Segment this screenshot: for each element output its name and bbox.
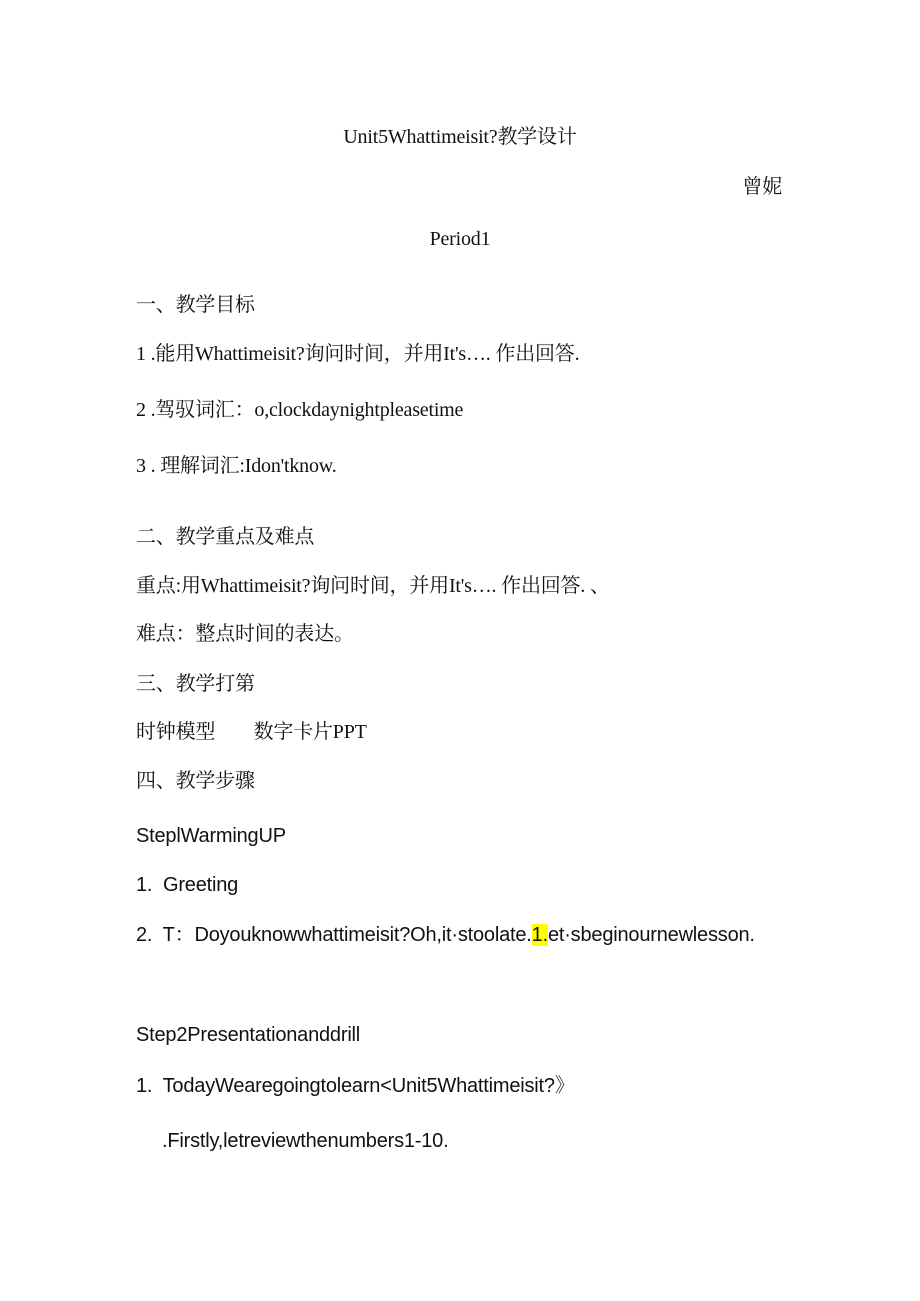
step-2-title: Step2Presentationanddrill: [136, 1024, 361, 1046]
objective-2: 2 .驾驭词汇：o,clockdaynightpleasetime: [136, 399, 464, 421]
step-1-item-2-text-a: 2. T：Doyouknowwhattimeisit?Oh,it·stoolate.: [136, 924, 532, 946]
step-1-item-1: 1. Greeting: [136, 874, 239, 896]
step-1-item-2: [136, 922, 755, 948]
step-2-item-2: .Firstly,letreviewthenumbers1-10.: [162, 1130, 449, 1152]
key-point: 重点:用Whattimeisit?询问时间，并用It's…. 作出回答. 、: [136, 575, 610, 597]
highlighted-text: 1.: [531, 924, 548, 946]
period-heading: Period1: [429, 228, 491, 250]
document-title: Unit5Whattimeisit?教学设计: [343, 126, 577, 148]
section-1-heading: 一、教学目标: [136, 294, 255, 316]
step-1-item-2-text-b: et·sbeginournewlesson.: [547, 924, 755, 946]
author-name: 曾妮: [742, 176, 782, 198]
difficult-point: 难点：整点时间的表达。: [136, 623, 354, 645]
teaching-materials: 时钟模型 数字卡片PPT: [136, 721, 367, 743]
section-3-heading: 三、教学打第: [136, 673, 255, 695]
section-4-heading: 四、教学步骤: [136, 770, 255, 792]
step-2-item-1: 1. TodayWearegoingtolearn<Unit5Whattimeisit?》: [136, 1075, 575, 1097]
objective-3: 3 . 理解词汇:Idon'tknow.: [136, 455, 337, 477]
step-1-title: SteplWarmingUP: [136, 825, 286, 847]
objective-1: 1 .能用Whattimeisit?询问时间，并用It's…. 作出回答.: [136, 343, 580, 365]
section-2-heading: 二、教学重点及难点: [136, 526, 315, 548]
